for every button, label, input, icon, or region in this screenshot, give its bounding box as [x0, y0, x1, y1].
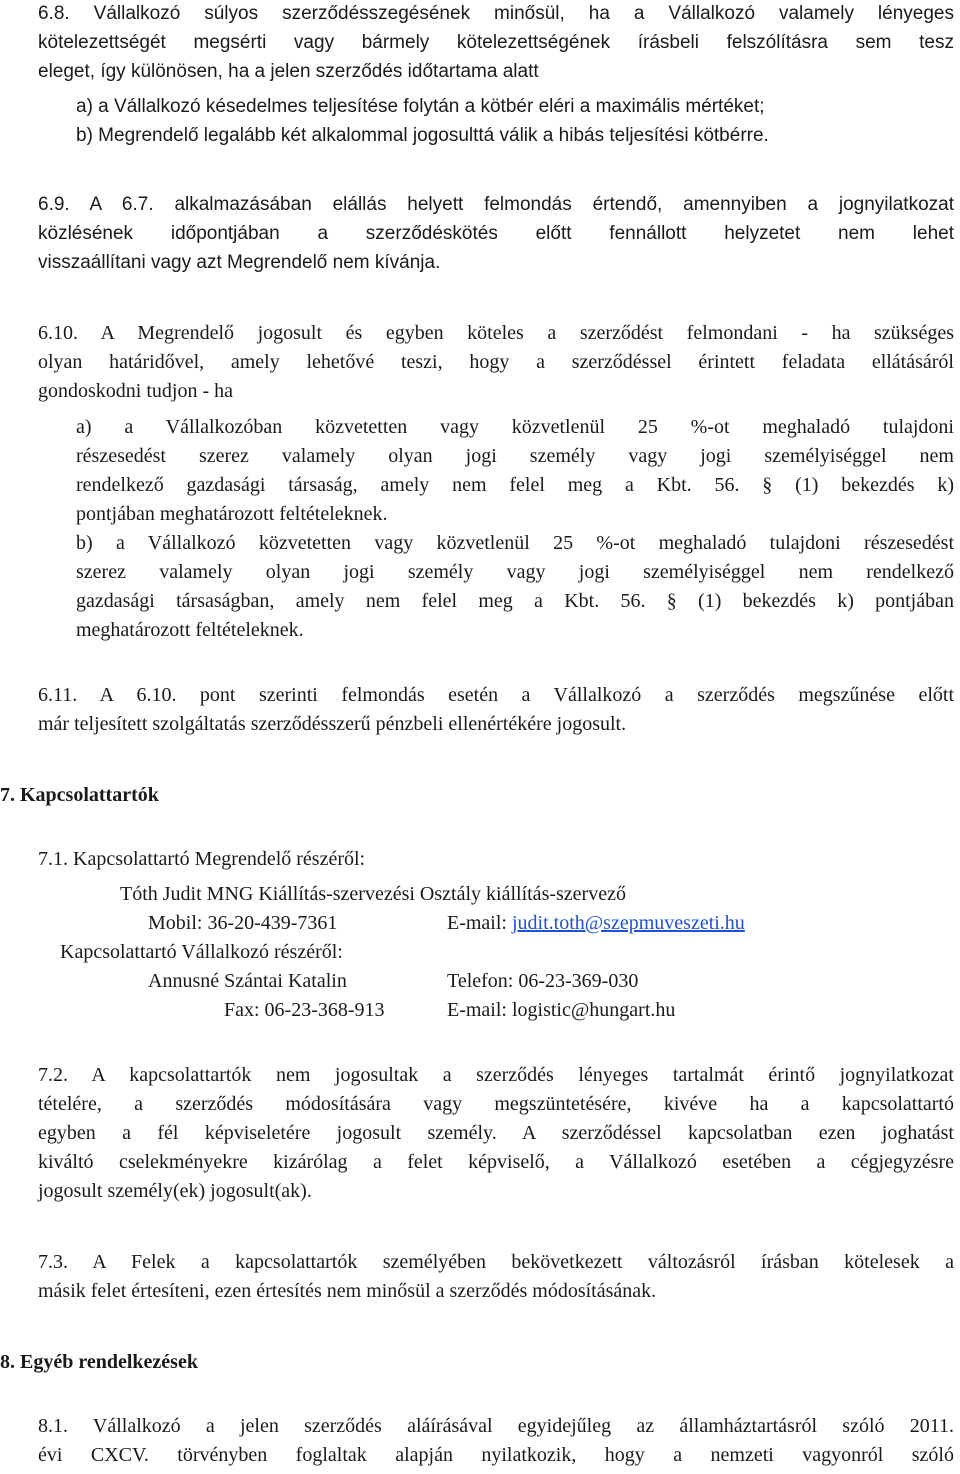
paragraph-7-2-line-1: 7.2. A kapcsolattartók nem jogosultak a szerződés lényeges tartalmát érintő jognyilatkozat — [38, 1064, 954, 1086]
list-item-6-10-a-line-3: rendelkező gazdasági társaság, amely nem felel meg a Kbt. 56. § (1) bekezdés k) — [76, 474, 954, 496]
contractor-contact-fax: Fax: 06-23-368-913 — [224, 999, 385, 1021]
section-7-heading: 7. Kapcsolattartók — [0, 784, 159, 806]
paragraph-6-10-line-2: olyan határidővel, amely lehetővé teszi, hogy a szerződéssel érintett feladata ellátásáról — [38, 351, 954, 373]
list-item-6-10-b-line-1: b) a Vállalkozó közvetetten vagy közvetlenül 25 %-ot meghaladó tulajdoni részesedést — [76, 532, 954, 554]
paragraph-6-9-line-1: 6.9. A 6.7. alkalmazásában elállás helyett felmondás értendő, amennyiben a jognyilatkozat — [38, 194, 954, 215]
list-item-6-10-b-line-3: gazdasági társaságban, amely nem felel meg a Kbt. 56. § (1) bekezdés k) pontjában — [76, 590, 954, 612]
client-contact-email-link[interactable]: judit.toth@szepmuveszeti.hu — [511, 912, 745, 934]
contractor-contact-phone: Telefon: 06-23-369-030 — [447, 970, 639, 992]
paragraph-6-11-line-1: 6.11. A 6.10. pont szerinti felmondás esetén a Vállalkozó a szerződés megszűnése előtt — [38, 684, 954, 706]
paragraph-7-2-line-2: tételére, a szerződés módosítására vagy megszüntetésére, kivéve ha a kapcsolattartó — [38, 1093, 954, 1115]
client-contact-name: Tóth Judit MNG Kiállítás-szervezési Osztály kiállítás-szervező — [120, 883, 626, 905]
paragraph-6-10-line-1: 6.10. A Megrendelő jogosult és egyben köteles a szerződést felmondani - ha szükséges — [38, 322, 954, 344]
contractor-contact-heading: Kapcsolattartó Vállalkozó részéről: — [60, 941, 343, 963]
list-item-6-10-b-line-4: meghatározott feltételeknek. — [76, 619, 304, 641]
list-item-6-10-a-line-1: a) a Vállalkozóban közvetetten vagy közvetlenül 25 %-ot meghaladó tulajdoni — [76, 416, 954, 438]
client-contact-email-row — [447, 911, 745, 935]
contractor-contact-name: Annusné Szántai Katalin — [148, 970, 347, 992]
list-item-6-10-b-line-2: szerez valamely olyan jogi személy vagy jogi személyiséggel nem rendelkező — [76, 561, 954, 583]
section-8-heading: 8. Egyéb rendelkezések — [0, 1351, 198, 1373]
paragraph-7-2-line-5: jogosult személy(ek) jogosult(ak). — [38, 1180, 312, 1202]
contractor-contact-email: E-mail: logistic@hungart.hu — [447, 999, 676, 1021]
paragraph-6-9-line-3: visszaállítani vagy azt Megrendelő nem kívánja. — [38, 252, 441, 273]
paragraph-6-8-line-3: eleget, így különösen, ha a jelen szerződés időtartama alatt — [38, 61, 539, 82]
paragraph-6-10-line-3: gondoskodni tudjon - ha — [38, 380, 233, 402]
paragraph-8-1-line-2: évi CXCV. törvényben foglaltak alapján nyilatkozik, hogy a nemzeti vagyonról szóló — [38, 1444, 954, 1466]
contact-7-1-heading: 7.1. Kapcsolattartó Megrendelő részéről: — [38, 848, 366, 870]
list-item-6-10-a-line-4: pontjában meghatározott feltételeknek. — [76, 503, 388, 525]
paragraph-7-2-line-4: kiváltó cselekményekre kizárólag a felet képviselő, a Vállalkozó esetében a cégjegyzésre — [38, 1151, 954, 1173]
paragraph-8-1-line-1: 8.1. Vállalkozó a jelen szerződés aláírásával egyidejűleg az államháztartásról szóló 2011. — [38, 1415, 954, 1437]
paragraph-7-3-line-1: 7.3. A Felek a kapcsolattartók személyében bekövetkezett változásról írásban kötelesek a — [38, 1251, 954, 1273]
client-contact-mobile: Mobil: 36-20-439-7361 — [148, 912, 338, 934]
list-item-6-10-a-line-2: részesedést szerez valamely olyan jogi személy vagy jogi személyiséggel nem — [76, 445, 954, 467]
paragraph-7-3-line-2: másik felet értesíteni, ezen értesítés nem minősül a szerződés módosításának. — [38, 1280, 657, 1302]
list-item-6-8-a: a) a Vállalkozó késedelmes teljesítése folytán a kötbér eléri a maximális mértéket; — [76, 96, 765, 117]
paragraph-6-9-line-2: közlésének időpontjában a szerződéskötés előtt fennállott helyzetet nem lehet — [38, 223, 954, 244]
client-contact-email-label: E-mail: — [447, 912, 512, 934]
paragraph-6-11-line-2: már teljesített szolgáltatás szerződésszerű pénzbeli ellenértékére jogosult. — [38, 713, 627, 735]
list-item-6-8-b: b) Megrendelő legalább két alkalommal jogosulttá válik a hibás teljesítési kötbérre. — [76, 125, 769, 146]
paragraph-6-8-line-2: kötelezettségét megsérti vagy bármely kötelezettségének írásbeli felszólításra sem tesz — [38, 32, 954, 53]
paragraph-6-8-line-1: 6.8. Vállalkozó súlyos szerződésszegésének minősül, ha a Vállalkozó valamely lényeges — [38, 3, 954, 24]
paragraph-7-2-line-3: egyben a fél képviseletére jogosult személy. A szerződéssel kapcsolatban ezen joghatást — [38, 1122, 954, 1144]
